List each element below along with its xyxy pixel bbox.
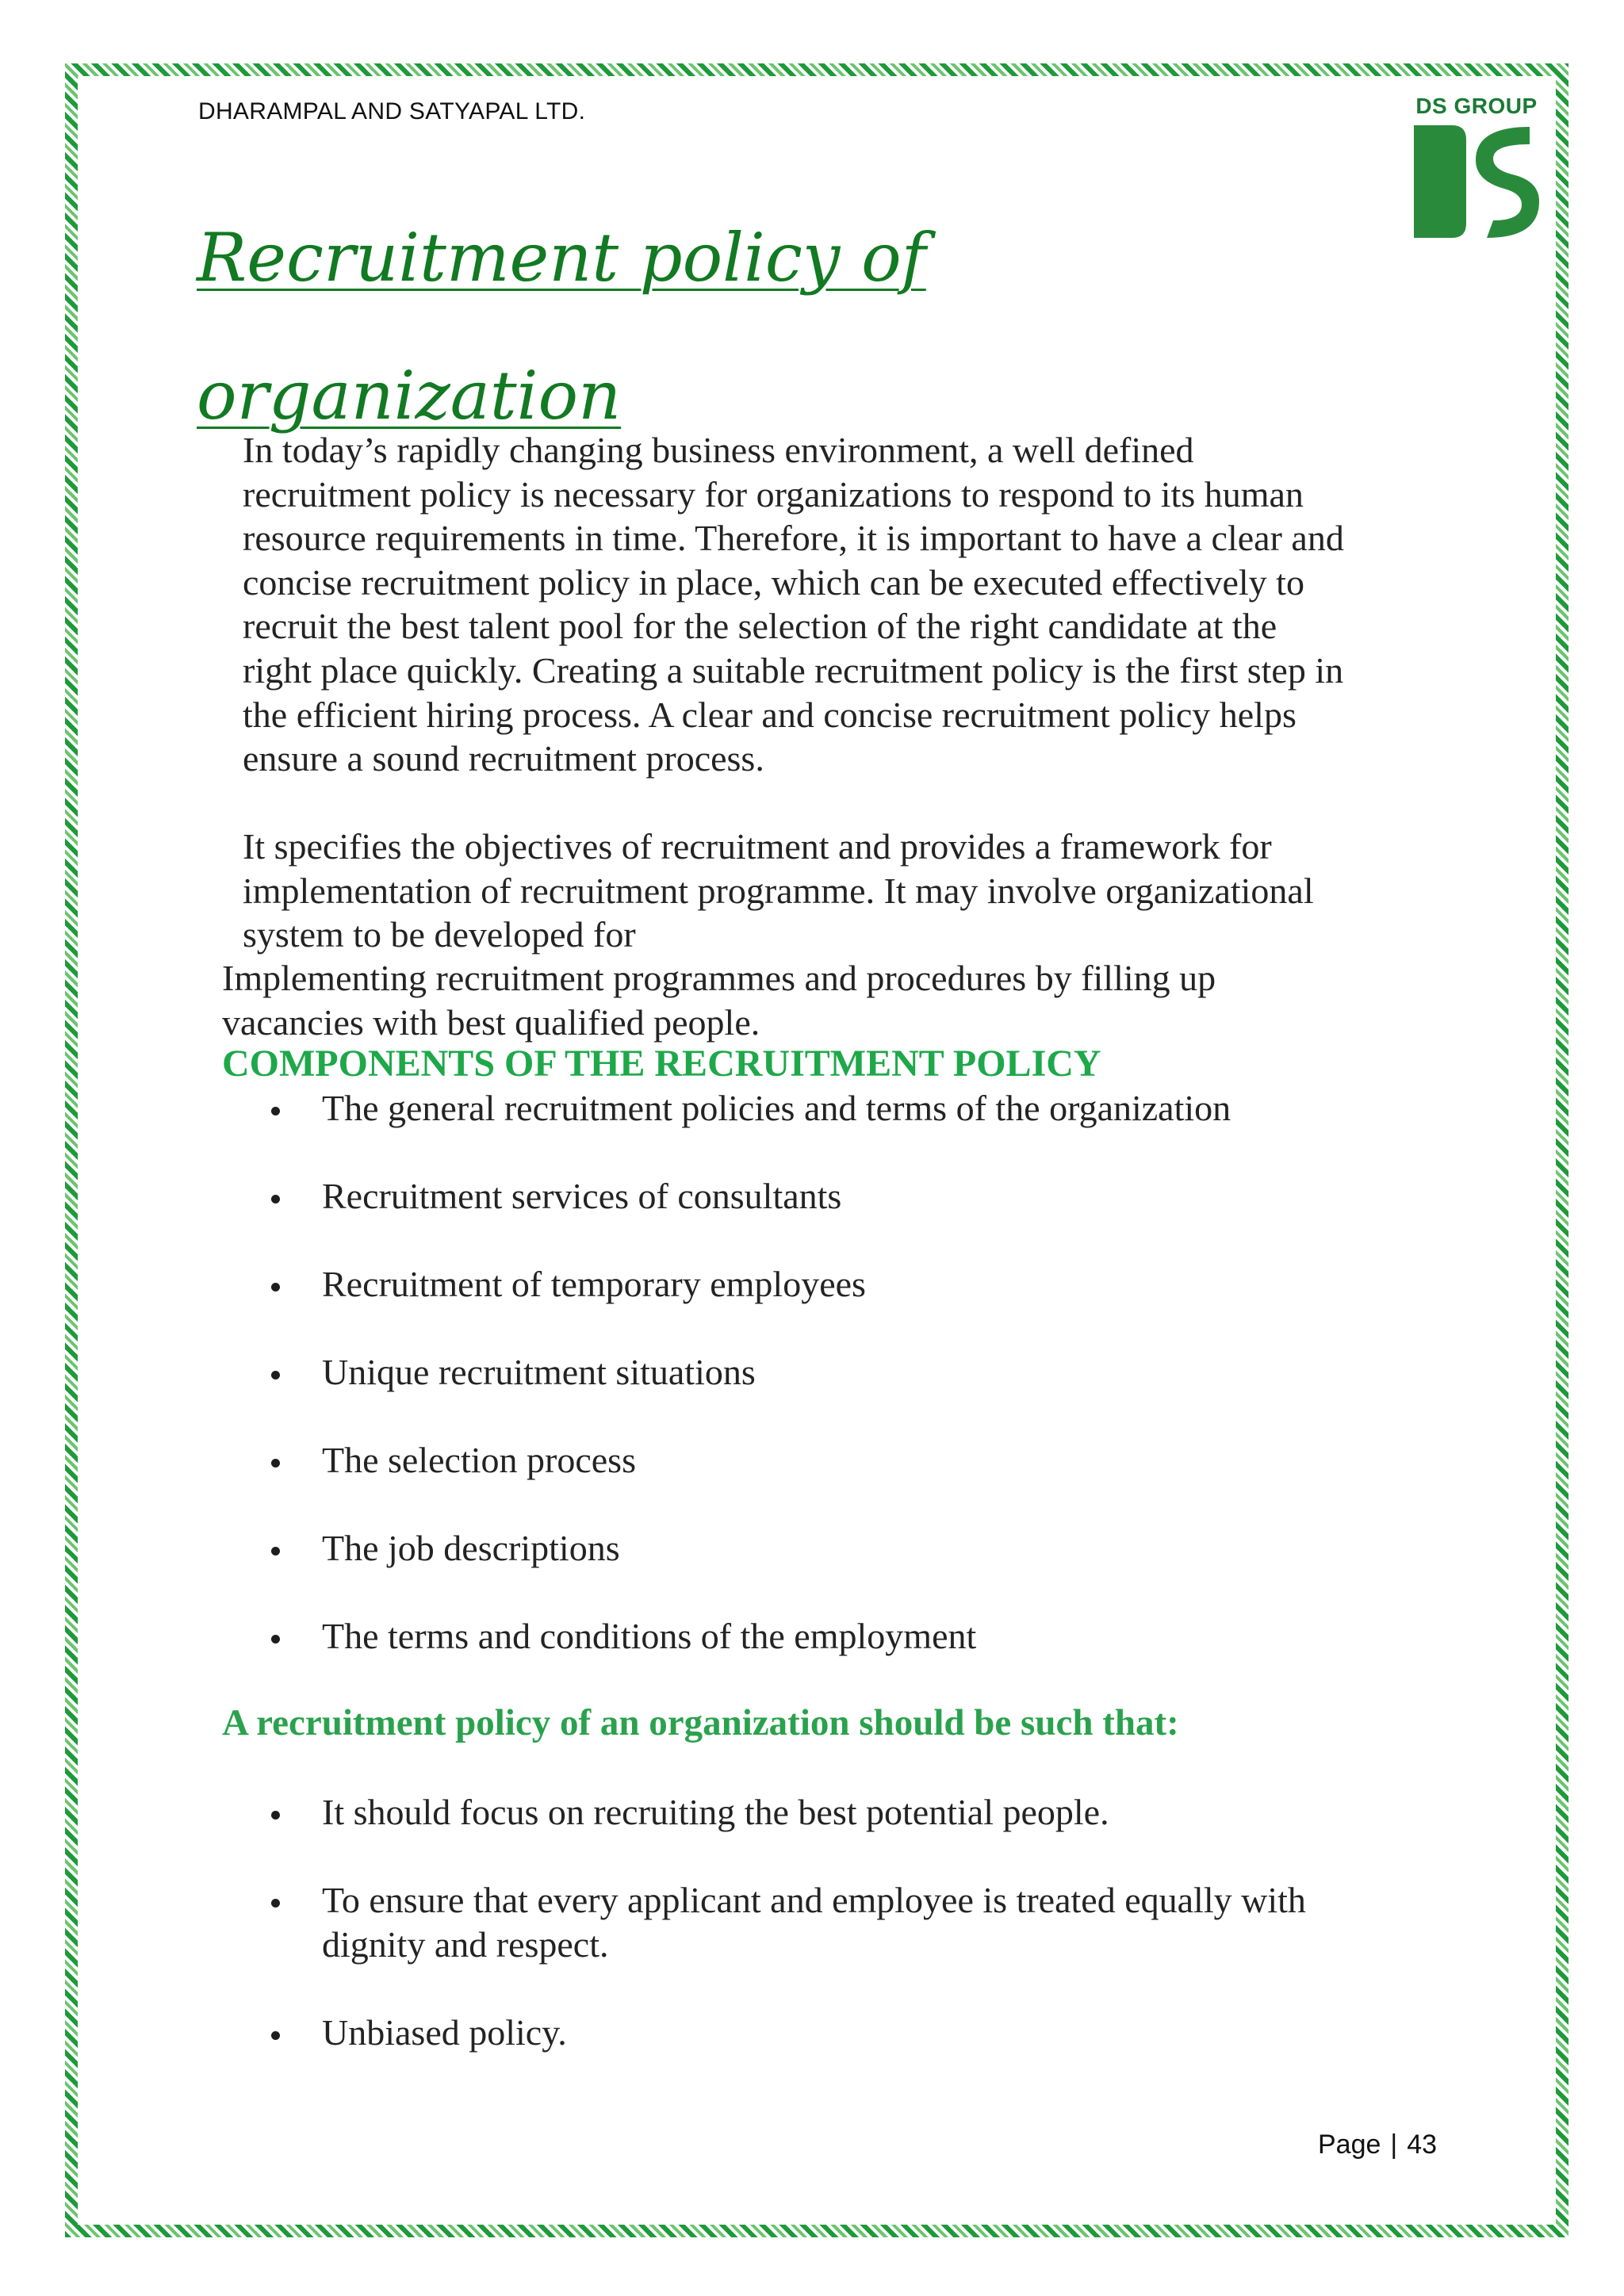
components-heading: COMPONENTS OF THE RECRUITMENT POLICY: [222, 1043, 1101, 1085]
bullet-icon: [271, 1195, 280, 1203]
logo-text: DS GROUP: [1415, 94, 1538, 118]
framework-outdented-line: Implementing recruitment programmes and procedures by filling up: [222, 958, 1216, 998]
intro-line: In today’s rapidly changing business environment, a well defined: [243, 430, 1194, 470]
bullet-icon: [271, 1811, 280, 1820]
title-line-2: organization: [197, 357, 622, 434]
ds-logo-mark-icon: [1411, 122, 1542, 241]
framework-line: implementation of recruitment programme. It may involve organizational: [243, 870, 1314, 911]
page-label: Page: [1318, 2130, 1381, 2160]
intro-line: recruitment policy is necessary for organizations to respond to its human: [243, 473, 1304, 515]
intro-line: recruit the best talent pool for the selection of the right candidate at the: [243, 606, 1277, 647]
intro-line: the efficient hiring process. A clear and concise recruitment policy helps: [243, 694, 1297, 735]
framework-paragraph: [243, 825, 1416, 957]
bullet-icon: [271, 1899, 280, 1908]
framework-line: system to be developed for: [243, 914, 636, 955]
intro-line: right place quickly. Creating a suitable recruitment policy is the first step in: [243, 649, 1344, 691]
page-separator: |: [1390, 2130, 1398, 2160]
bullet-icon: [271, 1371, 280, 1380]
page-title: [197, 189, 1228, 465]
intro-line: resource requirements in time. Therefore, it is important to have a clear and: [243, 518, 1344, 559]
intro-line: concise recruitment policy in place, which can be executed effectively to: [243, 561, 1304, 603]
bullet-icon: [271, 2031, 280, 2040]
bullet-icon: [271, 1107, 280, 1115]
page-footer: [1318, 2130, 1437, 2160]
framework-continuation: [222, 956, 1427, 1044]
title-line-1: Recruitment policy of: [197, 219, 926, 297]
should-be-heading: A recruitment policy of an organization should be such that:: [222, 1702, 1179, 1743]
bullet-icon: [271, 1283, 280, 1292]
ds-group-logo: [1408, 92, 1545, 251]
framework-line: It specifies the objectives of recruitment and provides a framework for: [243, 826, 1272, 867]
company-header: DHARAMPAL AND SATYAPAL LTD.: [198, 98, 586, 124]
bullet-icon: [271, 1459, 280, 1468]
bullet-icon: [271, 1547, 280, 1556]
bullet-icon: [271, 1635, 280, 1644]
intro-paragraph: [243, 428, 1416, 781]
framework-outdented-line: vacancies with best qualified people.: [222, 1001, 760, 1043]
page-number: 43: [1407, 2130, 1438, 2160]
intro-line: ensure a sound recruitment process.: [243, 738, 764, 779]
